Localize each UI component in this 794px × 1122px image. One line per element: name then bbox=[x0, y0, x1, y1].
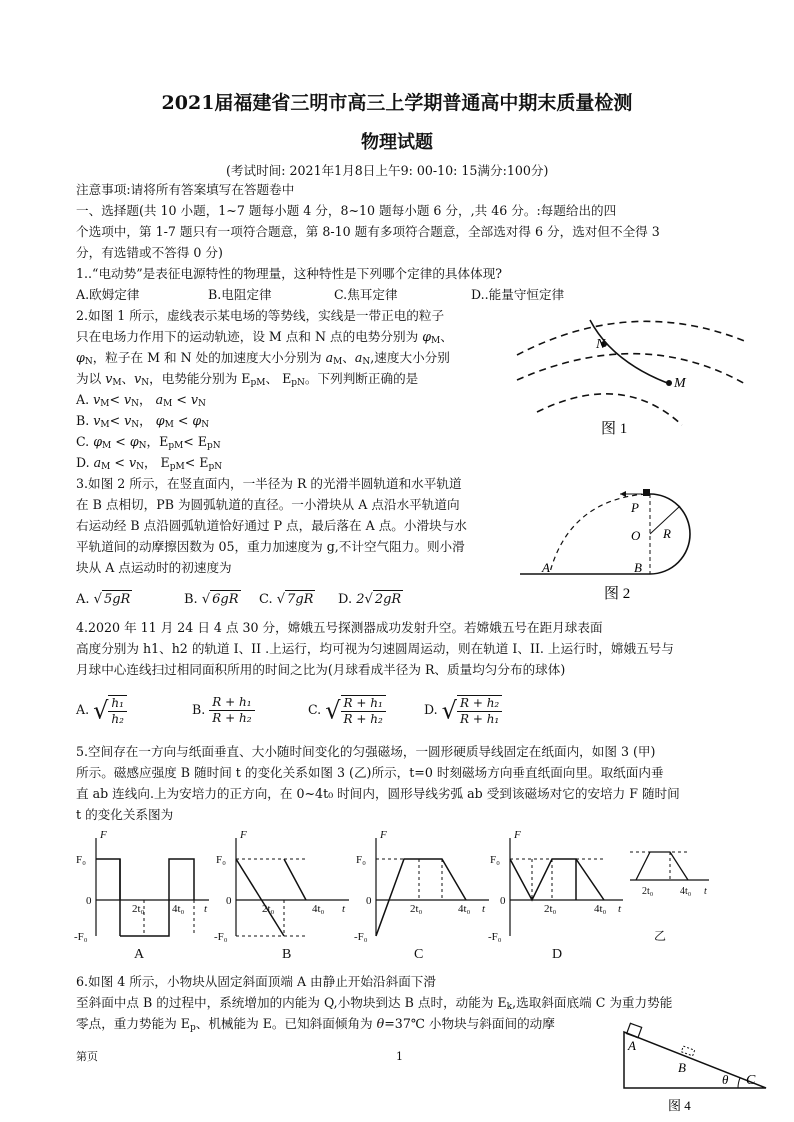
page-subtitle: 物理试题 bbox=[361, 132, 433, 153]
svg-text:t: t bbox=[204, 903, 208, 915]
q2-option-c: C. $\varphi_M < \varphi_N$，$E_{pM}< E_{pN}$ bbox=[76, 434, 221, 451]
fig2-label-b: B bbox=[634, 560, 642, 575]
fig4-label-theta: θ bbox=[722, 1072, 729, 1087]
svg-text:4t₀: 4t₀ bbox=[594, 903, 607, 915]
svg-text:-F₀: -F₀ bbox=[74, 931, 88, 943]
svg-text:t: t bbox=[618, 903, 622, 915]
section-heading: 一、选择题(共 10 小题，1~7 题每小题 4 分，8~10 题每小题 6 分，,共 46 分。:每题给出的四 bbox=[76, 203, 617, 218]
q1-option-c: C.焦耳定律 bbox=[334, 287, 398, 302]
q2-option-a: A. $v_M< v_N$， $a_M < v_N$ bbox=[76, 392, 206, 409]
exam-info: (考试时间: 2021年1月8日上午9: 00-10: 15满分:100分) bbox=[226, 163, 549, 178]
svg-text:F₀: F₀ bbox=[356, 854, 366, 866]
q5-line: 所示。磁感应强度 B 随时间 t 的变化关系如图 3 (乙)所示，t=0 时刻磁场方向垂直纸面向里。取纸面内垂 bbox=[76, 765, 664, 780]
svg-text:-F₀: -F₀ bbox=[214, 931, 228, 943]
figure-2 bbox=[520, 480, 695, 605]
svg-text:F: F bbox=[514, 829, 521, 841]
svg-text:2t₀: 2t₀ bbox=[262, 903, 275, 915]
q4-line: 高度分别为 h1、h2 的轨道 I、II .上运行，均可视为匀速圆周运动，则在轨道 I、II. 上运行时，嫦娥五号与 bbox=[76, 641, 674, 656]
svg-text:A: A bbox=[134, 947, 145, 962]
svg-text:-F₀: -F₀ bbox=[354, 931, 368, 943]
svg-text:t: t bbox=[482, 903, 486, 915]
svg-text:4t₀: 4t₀ bbox=[172, 903, 185, 915]
q2-line: 2.如图 1 所示，虚线表示某电场的等势线，实线是一带正电的粒子 bbox=[76, 308, 445, 323]
q4-line: 月球中心连线扫过相同面积所用的时间之比为(月球看成半径为 R、质量均匀分布的球体) bbox=[76, 662, 566, 677]
q3-line: 3.如图 2 所示，在竖直面内，一半径为 R 的光滑半圆轨道和水平轨道 bbox=[76, 476, 462, 491]
svg-text:乙: 乙 bbox=[654, 929, 667, 943]
svg-text:D: D bbox=[552, 947, 563, 962]
svg-text:t: t bbox=[342, 903, 346, 915]
svg-text:2t₀: 2t₀ bbox=[132, 903, 145, 915]
fig4-caption: 图 4 bbox=[668, 1098, 691, 1113]
q6-line: 零点，重力势能为 $E_p$、机械能为 E。已知斜面倾角为 θ=37℃ 小物块与斜面间的动摩 bbox=[76, 1016, 555, 1033]
fig2-label-a: A bbox=[542, 560, 550, 575]
fig4-label-b: B bbox=[678, 1060, 686, 1075]
svg-text:4t₀: 4t₀ bbox=[458, 903, 471, 915]
svg-text:t: t bbox=[704, 886, 707, 897]
graph-d bbox=[488, 829, 623, 962]
q3-option-d: D. 2√ 2gR bbox=[338, 592, 402, 607]
q2-line: 为以 $v_M$、$v_N$，电势能分别为 $E_{pM}$、 $E_{pN}$。下列判断正确的是 bbox=[76, 371, 419, 388]
q3-line: 块从 A 点运动时的初速度为 bbox=[76, 560, 232, 575]
graph-c bbox=[354, 829, 489, 962]
q3-line: 右运动经 B 点沿圆弧轨道恰好通过 P 点，最后落在 A 点。小滑块与水 bbox=[76, 518, 467, 533]
svg-text:-F₀: -F₀ bbox=[488, 931, 502, 943]
fig2-label-p: P bbox=[631, 500, 639, 515]
q5-graphs bbox=[74, 828, 734, 963]
graph-a bbox=[74, 829, 209, 962]
fig1-label-m: M bbox=[674, 376, 686, 391]
svg-text:F₀: F₀ bbox=[216, 854, 226, 866]
section-text: 个选项中，第 1-7 题只有一项符合题意，第 8-10 题有多项符合题意，全部选对得 6 分，选对但不全得 3 bbox=[76, 224, 660, 239]
page-number: 1 bbox=[396, 1050, 403, 1063]
q4-line: 4.2020 年 11 月 24 日 4 点 30 分，嫦娥五号探测器成功发射升空。若嫦娥五号在距月球表面 bbox=[76, 620, 603, 635]
q5-line: 直 ab 连线向.上为安培力的正方向，在 0~4t₀ 时间内，圆形导线劣弧 ab 受到该磁场对它的安培力 F 随时间 bbox=[76, 786, 680, 801]
q2-option-d: D. $a_M < v_N$， $E_{pM}< E_{pN}$ bbox=[76, 455, 223, 472]
svg-text:4t₀: 4t₀ bbox=[680, 886, 692, 897]
notice: 注意事项:请将所有答案填写在答题卷中 bbox=[76, 182, 295, 197]
svg-text:0: 0 bbox=[226, 895, 232, 907]
svg-text:F₀: F₀ bbox=[490, 854, 500, 866]
figure-1 bbox=[512, 300, 752, 445]
svg-text:2t₀: 2t₀ bbox=[642, 886, 654, 897]
graph-yi bbox=[630, 852, 709, 943]
q3-option-b: B. √ 6gR bbox=[184, 592, 239, 607]
svg-text:C: C bbox=[414, 947, 424, 962]
svg-text:F₀: F₀ bbox=[76, 854, 86, 866]
fig4-label-a: A bbox=[628, 1038, 636, 1053]
svg-text:2t₀: 2t₀ bbox=[544, 903, 557, 915]
q2-line: 只在电场力作用下的运动轨迹，设 M 点和 N 点的电势分别为 $\varphi_M$、 bbox=[76, 329, 453, 346]
svg-text:0: 0 bbox=[366, 895, 372, 907]
q2-option-b: B. $v_M< v_N$， $\varphi_M < \varphi_N$ bbox=[76, 413, 210, 430]
q6-line: 6.如图 4 所示，小物块从固定斜面顶端 A 由静止开始沿斜面下滑 bbox=[76, 974, 436, 989]
svg-text:F: F bbox=[100, 829, 107, 841]
svg-text:0: 0 bbox=[86, 895, 92, 907]
q4-option-d: D. √ $\frac{\text{R + h₂}}{\text{R + h₁}}$ bbox=[424, 690, 502, 730]
fig1-label-n: N bbox=[596, 337, 606, 352]
svg-text:0: 0 bbox=[500, 895, 506, 907]
fig4-label-c: C bbox=[746, 1073, 756, 1088]
fig2-caption: 图 2 bbox=[604, 586, 631, 602]
fig2-label-r: R bbox=[663, 526, 671, 541]
q4-option-b: B. $\frac{\text{R + h₁}}{\text{R + h₂}}$ bbox=[192, 690, 255, 730]
q5-line: 5.空间存在一方向与纸面垂直、大小随时间变化的匀强磁场，一圆形硬质导线固定在纸面内，如图 3 (甲) bbox=[76, 744, 656, 759]
q2-line: $\varphi_N$，粒子在 M 和 N 处的加速度大小分别为 $a_M$、$a_N$,速度大小分别 bbox=[76, 350, 450, 367]
fig1-caption: 图 1 bbox=[601, 421, 628, 437]
svg-text:B: B bbox=[282, 947, 292, 962]
q1-stem: 1..“电动势”是表征电源特性的物理量，这种特性是下列哪个定律的具体体现? bbox=[76, 266, 503, 281]
q3-line: 在 B 点相切，PB 为圆弧轨道的直径。一小滑块从 A 点沿水平轨道向 bbox=[76, 497, 460, 512]
fig2-label-o: O bbox=[631, 528, 641, 543]
q4-option-a: A. √ $\frac{\text{h₁}}{\text{h₂}}$ bbox=[76, 690, 127, 730]
footer-left: 第页 bbox=[76, 1050, 98, 1063]
q1-option-b: B.电阻定律 bbox=[208, 287, 272, 302]
svg-text:4t₀: 4t₀ bbox=[312, 903, 325, 915]
svg-text:F: F bbox=[380, 829, 387, 841]
q1-option-d: D..能量守恒定律 bbox=[471, 287, 565, 302]
figure-4 bbox=[616, 1022, 776, 1117]
q3-option-a: A. √ 5gR bbox=[76, 592, 131, 607]
graph-b bbox=[214, 829, 349, 962]
q6-line: 至斜面中点 B 的过程中，系统增加的内能为 Q,小物块到达 B 点时，动能为 $E_k$,选取斜面底端 C 为重力势能 bbox=[76, 995, 673, 1012]
q3-line: 平轨道间的动摩擦因数为 05，重力加速度为 g,不计空气阻力。则小滑 bbox=[76, 539, 465, 554]
q1-option-a: A.欧姆定律 bbox=[76, 287, 140, 302]
svg-text:2t₀: 2t₀ bbox=[410, 903, 423, 915]
q3-option-c: C. √ 7gR bbox=[259, 592, 314, 607]
q5-line: t 的变化关系图为 bbox=[76, 807, 174, 822]
page-title: 2021届福建省三明市高三上学期普通高中期末质量检测 bbox=[161, 92, 633, 114]
q4-option-c: C. √ $\frac{\text{R + h₁}}{\text{R + h₂}}$ bbox=[308, 690, 386, 730]
section-text: 分，有选错或不答得 0 分) bbox=[76, 245, 223, 260]
svg-text:F: F bbox=[240, 829, 247, 841]
